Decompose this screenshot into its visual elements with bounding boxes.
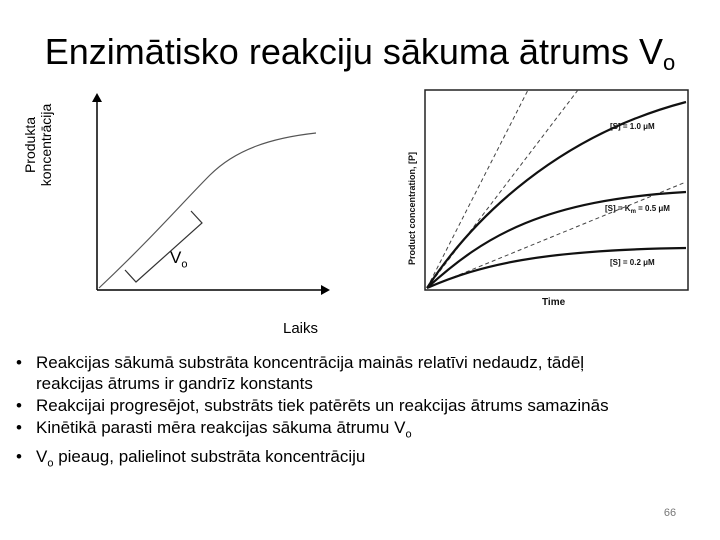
right-graph [400,85,695,315]
vo-label-text: V [170,248,182,267]
left-graph-product-curve [99,133,316,288]
bullet-text-tail: pieaug, palielinot substrāta koncentrāciju [53,447,366,467]
left-graph-x-axis-arrow [321,285,330,295]
bullet-list [12,352,642,476]
curve-label-s-1-0: [S] = 1.0 μM [610,122,655,131]
page-number: 66 [663,507,677,519]
curve-s-0-2 [427,248,686,288]
bullet-subscript: o [405,428,412,441]
tangent-line-low [427,182,686,288]
right-graph-x-axis-label: Time [542,297,566,308]
vo-label [170,248,187,270]
bullet-text: Reakcijas sākumā substrāta koncentrācija mainās relatīvi nedaudz, tādēļ reakcijas ātrums ir gandrīz konstants [36,353,585,393]
left-graph [80,90,340,320]
slide-title [0,30,720,85]
tangent-line-high [427,90,528,288]
bullet-text: Reakcijai progresējot, substrāts tiek patērēts un reakcijas ātrums samazinās [36,396,609,415]
bullet-text: V [36,447,48,467]
initial-rate-bracket [125,211,202,282]
bullet-item [12,352,642,394]
bullet-item [12,417,642,445]
slide-title-text: Enzimātisko reakciju sākuma ātrums V [44,31,663,72]
curve-label-s-km-tail: = 0.5 μM [635,204,670,213]
left-graph-y-axis-label-line1: Produkta [22,116,38,174]
left-graph-x-axis-label: Laiks [283,320,319,337]
bullet-item [12,446,642,474]
left-graph-y-axis-arrow [92,93,102,102]
bullet-item [12,395,642,416]
bullet-subscript: o [47,457,54,470]
left-graph-y-axis-label-line2: koncentrācija [38,103,54,187]
curve-label-s-km [605,204,670,215]
curve-label-s-km-text: [S] = K [605,204,631,213]
slide-title-subscript: o [662,50,676,75]
left-graph-y-axis-label [22,80,54,210]
curve-label-s-0-2: [S] = 0.2 μM [610,258,655,267]
curve-label-s-km-subscript: m [630,209,636,215]
bullet-text: Kinētikā parasti mēra reakcijas sākuma ātrumu V [36,418,406,437]
right-graph-y-axis-label: Product concentration, [P] [407,151,417,265]
vo-label-subscript: o [181,258,188,271]
